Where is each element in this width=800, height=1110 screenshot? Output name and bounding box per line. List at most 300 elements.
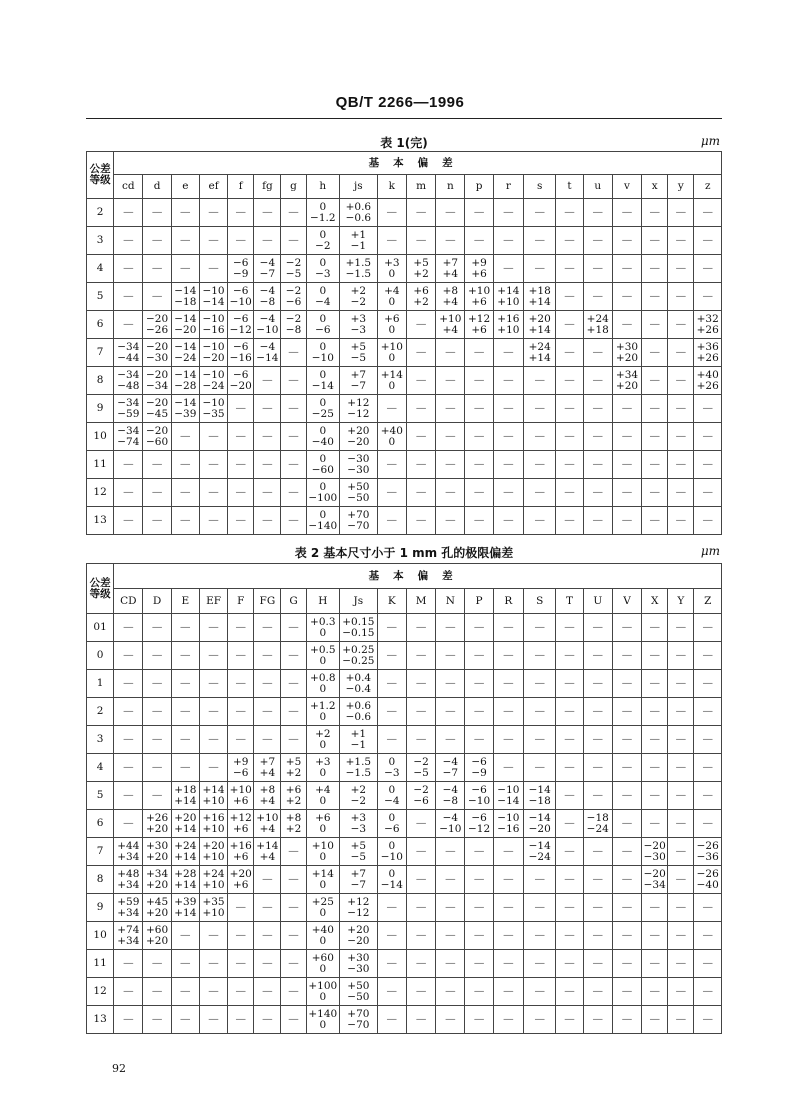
- table1-value-cell: —: [556, 451, 583, 479]
- table1-value-cell: —: [281, 199, 306, 227]
- table1-value-cell: —: [583, 283, 612, 311]
- table2-value-cell: —: [694, 894, 722, 922]
- table2-value-cell: —: [583, 838, 612, 866]
- table2-value-cell: —: [524, 726, 556, 754]
- table1-value-cell: —: [524, 451, 556, 479]
- table2-column-header: Y: [668, 589, 694, 614]
- table2-value-cell: —: [493, 670, 523, 698]
- deviation-value: −6: [315, 323, 331, 336]
- table1-value-cell: —: [281, 423, 306, 451]
- deviation-value: −0.25: [342, 654, 375, 667]
- table1-value-cell: [254, 283, 281, 311]
- deviation-value: +4: [315, 783, 331, 796]
- deviation-value: −14: [497, 794, 520, 807]
- table2-column-header: K: [377, 589, 406, 614]
- table1-value-cell: —: [668, 507, 694, 535]
- table1-column-header: n: [436, 175, 465, 199]
- deviation-value: +36: [696, 340, 719, 353]
- table2-value-cell: [143, 810, 171, 838]
- table2-value-cell: —: [612, 614, 641, 642]
- table2-value-cell: —: [556, 698, 583, 726]
- table1-value-cell: [612, 339, 641, 367]
- table2-value-cell: —: [171, 726, 199, 754]
- deviation-value: +20: [202, 839, 225, 852]
- table1-value-cell: —: [642, 479, 668, 507]
- deviation-value: +2: [315, 727, 331, 740]
- deviation-value: +10: [229, 783, 252, 796]
- table2-value-cell: —: [143, 978, 171, 1006]
- table2-value-cell: —: [612, 922, 641, 950]
- table1-value-cell: —: [171, 255, 199, 283]
- table1-value-cell: —: [465, 423, 493, 451]
- deviation-value: −20: [202, 351, 225, 364]
- deviation-value: −2: [285, 312, 302, 325]
- table1-value-cell: [524, 283, 556, 311]
- table2-value-cell: [340, 642, 378, 670]
- deviation-value: −35: [202, 407, 225, 420]
- table2-value-cell: —: [694, 642, 722, 670]
- deviation-value: −30: [347, 962, 370, 975]
- deviation-value: 0: [388, 379, 396, 392]
- table1-value-cell: —: [642, 339, 668, 367]
- deviation-value: 0: [319, 424, 327, 437]
- deviation-value: +10: [311, 839, 334, 852]
- table1-value-cell: [340, 367, 378, 395]
- deviation-value: −60: [311, 463, 334, 476]
- table2-value-cell: —: [493, 614, 523, 642]
- deviation-value: +6: [232, 794, 249, 807]
- table2-value-cell: —: [377, 978, 406, 1006]
- table1-value-cell: —: [493, 451, 523, 479]
- table2-grade-cell: 8: [87, 866, 114, 894]
- table2-value-cell: [254, 754, 281, 782]
- deviation-value: +1: [350, 727, 367, 740]
- table1-value-cell: —: [612, 255, 641, 283]
- table1-value-cell: [436, 255, 465, 283]
- deviation-value: −7: [350, 878, 367, 891]
- deviation-value: −5: [413, 766, 429, 779]
- deviation-value: 0: [319, 312, 327, 325]
- table1-value-cell: [254, 339, 281, 367]
- table1-value-cell: [143, 311, 171, 339]
- table2-value-cell: —: [436, 978, 465, 1006]
- deviation-value: 0: [319, 822, 327, 835]
- table1-value-cell: —: [694, 479, 722, 507]
- table2-value-cell: —: [612, 894, 641, 922]
- deviation-value: −20: [145, 312, 169, 325]
- table1-value-cell: [306, 283, 339, 311]
- table1-value-cell: —: [668, 367, 694, 395]
- table1-value-cell: [465, 255, 493, 283]
- deviation-value: −20: [347, 435, 370, 448]
- table1-value-cell: [228, 283, 254, 311]
- table2-value-cell: —: [377, 894, 406, 922]
- table2-value-cell: —: [281, 978, 306, 1006]
- table1-column-header: e: [171, 175, 199, 199]
- deviation-value: +24: [528, 340, 551, 353]
- table1-value-cell: —: [254, 395, 281, 423]
- table2-value-cell: —: [642, 810, 668, 838]
- table2-value-cell: —: [612, 866, 641, 894]
- deviation-value: +10: [497, 295, 520, 308]
- table2-value-cell: —: [436, 1006, 465, 1034]
- table2-value-cell: [340, 698, 378, 726]
- deviation-value: −12: [347, 407, 370, 420]
- table2-value-cell: —: [694, 950, 722, 978]
- table-row: [87, 255, 722, 283]
- table2-grade-cell: 6: [87, 810, 114, 838]
- table1-value-cell: —: [114, 479, 143, 507]
- table2-value-cell: —: [583, 614, 612, 642]
- table2-value-cell: —: [436, 950, 465, 978]
- table1-value-cell: —: [436, 479, 465, 507]
- deviation-value: 0: [319, 710, 327, 723]
- table1-value-cell: [114, 339, 143, 367]
- table2-value-cell: —: [114, 670, 143, 698]
- table2-value-cell: [254, 810, 281, 838]
- table1-column-header: k: [377, 175, 406, 199]
- deviation-value: −4: [259, 284, 276, 297]
- deviation-value: +3: [384, 256, 400, 269]
- deviation-value: −30: [145, 351, 169, 364]
- table1-value-cell: —: [612, 283, 641, 311]
- table1-grade-header-line: 等级: [89, 174, 111, 186]
- table2-value-cell: —: [254, 726, 281, 754]
- deviation-value: −44: [117, 351, 140, 364]
- deviation-value: −10: [202, 396, 225, 409]
- table2-value-cell: —: [583, 894, 612, 922]
- table2-value-cell: —: [583, 922, 612, 950]
- deviation-value: 0: [388, 351, 396, 364]
- table1-value-cell: [583, 311, 612, 339]
- table1-value-cell: —: [612, 479, 641, 507]
- table2-value-cell: [306, 1006, 339, 1034]
- deviation-value: +20: [145, 850, 169, 863]
- deviation-value: +1: [350, 228, 367, 241]
- table2-value-cell: [306, 642, 339, 670]
- deviation-value: −40: [696, 878, 719, 891]
- table1-value-cell: —: [524, 395, 556, 423]
- table2-value-cell: —: [143, 642, 171, 670]
- table2-column-header: G: [281, 589, 306, 614]
- deviation-value: −10: [468, 794, 491, 807]
- deviation-value: −10: [497, 811, 520, 824]
- deviation-value: −14: [528, 783, 551, 796]
- table1-column-header: f: [228, 175, 254, 199]
- deviation-value: +26: [145, 811, 169, 824]
- table1-value-cell: [306, 479, 339, 507]
- deviation-value: −24: [174, 351, 197, 364]
- table1-value-cell: —: [642, 283, 668, 311]
- deviation-value: +7: [442, 256, 459, 269]
- table1-value-cell: [340, 423, 378, 451]
- deviation-value: +1.2: [310, 699, 336, 712]
- deviation-value: −14: [311, 379, 334, 392]
- table2-value-cell: —: [524, 950, 556, 978]
- table1-value-cell: —: [556, 255, 583, 283]
- table1-column-header: js: [340, 175, 378, 199]
- deviation-value: −36: [696, 850, 719, 863]
- deviation-value: +4: [259, 766, 276, 779]
- table2-value-cell: [340, 754, 378, 782]
- table1-value-cell: [524, 311, 556, 339]
- deviation-value: +18: [586, 323, 609, 336]
- table2-value-cell: —: [642, 1006, 668, 1034]
- table1-value-cell: —: [228, 507, 254, 535]
- table1-value-cell: —: [436, 367, 465, 395]
- table2-value-cell: [377, 866, 406, 894]
- table1-value-cell: [694, 339, 722, 367]
- table2-column-header: F: [228, 589, 254, 614]
- deviation-value: +14: [311, 867, 334, 880]
- table2-value-cell: —: [556, 1006, 583, 1034]
- deviation-value: −6: [384, 822, 400, 835]
- table1-value-cell: —: [171, 227, 199, 255]
- deviation-value: −140: [308, 519, 338, 532]
- table2-value-cell: —: [406, 978, 435, 1006]
- table1-caption-bar: [86, 134, 722, 152]
- table-row: [87, 227, 722, 255]
- table2-value-cell: [642, 866, 668, 894]
- table2-value-cell: —: [642, 950, 668, 978]
- deviation-value: −6: [232, 284, 249, 297]
- deviation-value: +20: [347, 923, 370, 936]
- deviation-value: −20: [145, 340, 169, 353]
- table2-column-header: CD: [114, 589, 143, 614]
- table2-value-cell: —: [436, 670, 465, 698]
- deviation-value: −2: [413, 783, 429, 796]
- table2-value-cell: [340, 782, 378, 810]
- deviation-value: −14: [380, 878, 403, 891]
- deviation-value: −1.2: [310, 211, 336, 224]
- deviation-value: +6: [471, 267, 487, 280]
- table2-value-cell: —: [199, 670, 227, 698]
- table1-value-cell: [306, 227, 339, 255]
- table2-value-cell: —: [143, 614, 171, 642]
- deviation-value: +18: [528, 284, 551, 297]
- table1-value-cell: [281, 311, 306, 339]
- table1-value-cell: [694, 367, 722, 395]
- table2-value-cell: [524, 782, 556, 810]
- deviation-value: −30: [347, 452, 370, 465]
- table2-value-cell: [114, 894, 143, 922]
- table2-value-cell: —: [406, 894, 435, 922]
- table2-value-cell: —: [465, 698, 493, 726]
- table2-grade-cell: 0: [87, 642, 114, 670]
- table2-value-cell: —: [493, 978, 523, 1006]
- table2-value-cell: —: [493, 698, 523, 726]
- table1-value-cell: —: [612, 395, 641, 423]
- deviation-value: +10: [497, 323, 520, 336]
- deviation-value: −18: [586, 811, 609, 824]
- table1-value-cell: —: [377, 227, 406, 255]
- table2-value-cell: —: [524, 1006, 556, 1034]
- table2-value-cell: [114, 866, 143, 894]
- table-row: [87, 670, 722, 698]
- table1-value-cell: —: [524, 507, 556, 535]
- table1-value-cell: [340, 255, 378, 283]
- table2-value-cell: [642, 838, 668, 866]
- deviation-value: +48: [117, 867, 140, 880]
- table2-value-cell: —: [171, 670, 199, 698]
- deviation-value: −28: [174, 379, 197, 392]
- table1-value-cell: —: [465, 227, 493, 255]
- deviation-value: −5: [350, 351, 367, 364]
- table2-value-cell: —: [171, 698, 199, 726]
- table2-value-cell: —: [465, 1006, 493, 1034]
- deviation-value: +25: [311, 895, 334, 908]
- table1-column-header: d: [143, 175, 171, 199]
- table2-value-cell: —: [143, 726, 171, 754]
- deviation-value: −9: [471, 766, 487, 779]
- deviation-value: 0: [319, 962, 327, 975]
- deviation-value: −4: [315, 295, 331, 308]
- table2-value-cell: [493, 782, 523, 810]
- table1-value-cell: —: [171, 423, 199, 451]
- table2-value-cell: —: [377, 698, 406, 726]
- table2-value-cell: —: [114, 1006, 143, 1034]
- deviation-value: +24: [586, 312, 609, 325]
- deviation-value: +6: [315, 811, 331, 824]
- table2-value-cell: —: [642, 614, 668, 642]
- deviation-value: +14: [174, 822, 197, 835]
- table1-value-cell: —: [583, 255, 612, 283]
- table2-value-cell: —: [583, 978, 612, 1006]
- table2-value-cell: —: [668, 726, 694, 754]
- deviation-value: −20: [145, 368, 169, 381]
- table2-value-cell: —: [199, 950, 227, 978]
- deviation-value: +60: [145, 923, 169, 936]
- table2-value-cell: —: [524, 614, 556, 642]
- deviation-value: +14: [202, 783, 225, 796]
- deviation-value: −26: [696, 867, 719, 880]
- table2-value-cell: —: [114, 782, 143, 810]
- deviation-value: +14: [380, 368, 403, 381]
- table1-value-cell: [228, 255, 254, 283]
- table2-value-cell: —: [668, 1006, 694, 1034]
- deviation-value: −4: [384, 794, 400, 807]
- deviation-value: −14: [202, 295, 225, 308]
- table1-value-cell: —: [493, 199, 523, 227]
- table2-value-cell: [306, 922, 339, 950]
- deviation-value: −20: [347, 934, 370, 947]
- table2-grade-header: [87, 564, 114, 614]
- table1-value-cell: [143, 367, 171, 395]
- table2-value-cell: [143, 922, 171, 950]
- deviation-value: +4: [259, 794, 276, 807]
- table2-column-header: N: [436, 589, 465, 614]
- table1-value-cell: —: [694, 283, 722, 311]
- table1-value-cell: —: [612, 199, 641, 227]
- table2-value-cell: —: [465, 726, 493, 754]
- deviation-value: −2: [315, 239, 331, 252]
- table2-value-cell: —: [143, 950, 171, 978]
- table1-value-cell: —: [406, 451, 435, 479]
- table2-value-cell: —: [171, 950, 199, 978]
- deviation-value: 0: [319, 906, 327, 919]
- table2-value-cell: —: [642, 698, 668, 726]
- table1-value-cell: —: [436, 339, 465, 367]
- deviation-value: +20: [229, 867, 252, 880]
- table1-value-cell: —: [143, 479, 171, 507]
- table2-value-cell: —: [406, 810, 435, 838]
- table2-value-cell: —: [281, 922, 306, 950]
- table1-value-cell: —: [281, 227, 306, 255]
- table2-value-cell: [583, 810, 612, 838]
- table1-value-cell: —: [199, 199, 227, 227]
- deviation-value: +6: [471, 295, 487, 308]
- table1-value-cell: —: [171, 479, 199, 507]
- deviation-value: −40: [311, 435, 334, 448]
- table2-value-cell: —: [612, 726, 641, 754]
- deviation-value: +20: [145, 878, 169, 891]
- table1-value-cell: [228, 367, 254, 395]
- table2-value-cell: [306, 950, 339, 978]
- table2: [86, 563, 722, 1034]
- table2-value-cell: [436, 782, 465, 810]
- table1-column-header: v: [612, 175, 641, 199]
- table1-value-cell: —: [556, 283, 583, 311]
- table2-value-cell: —: [114, 698, 143, 726]
- table1-value-cell: [340, 283, 378, 311]
- table2-column-header: S: [524, 589, 556, 614]
- deviation-value: +7: [350, 867, 367, 880]
- table2-grade-cell: 4: [87, 754, 114, 782]
- deviation-value: −6: [232, 256, 249, 269]
- deviation-value: −0.6: [345, 710, 372, 723]
- table1-value-cell: [254, 255, 281, 283]
- table1-value-cell: [199, 339, 227, 367]
- table1-value-cell: [143, 423, 171, 451]
- deviation-value: +0.3: [310, 615, 336, 628]
- table1-value-cell: —: [114, 227, 143, 255]
- table2-value-cell: —: [143, 670, 171, 698]
- table2-value-cell: —: [694, 698, 722, 726]
- table2-column-header: EF: [199, 589, 227, 614]
- table2-grade-header-line: 公差: [89, 576, 111, 589]
- deviation-value: −5: [285, 267, 302, 280]
- table1-column-header: cd: [114, 175, 143, 199]
- table1-value-cell: —: [524, 227, 556, 255]
- table2-value-cell: —: [377, 922, 406, 950]
- deviation-value: +2: [413, 295, 429, 308]
- table1-value-cell: [340, 199, 378, 227]
- table2-value-cell: —: [612, 978, 641, 1006]
- table1-caption: 表 1(完): [380, 136, 428, 150]
- deviation-value: 0: [388, 267, 396, 280]
- deviation-value: +50: [347, 480, 370, 493]
- table2-value-cell: —: [642, 894, 668, 922]
- table1-value-cell: —: [493, 395, 523, 423]
- table1-grade-cell: 7: [87, 339, 114, 367]
- table2-value-cell: [171, 810, 199, 838]
- table2-value-cell: —: [254, 670, 281, 698]
- deviation-value: 0: [319, 766, 327, 779]
- table1-value-cell: —: [694, 507, 722, 535]
- table2-column-header: V: [612, 589, 641, 614]
- table2-value-cell: —: [171, 1006, 199, 1034]
- deviation-value: +14: [174, 794, 197, 807]
- table-row: [87, 950, 722, 978]
- deviation-value: −6: [232, 312, 249, 325]
- table2-value-cell: [436, 754, 465, 782]
- deviation-value: −16: [202, 323, 225, 336]
- table2-value-cell: —: [612, 782, 641, 810]
- deviation-value: +0.15: [342, 615, 375, 628]
- deviation-value: +1.5: [345, 256, 372, 269]
- table2-value-cell: —: [228, 614, 254, 642]
- table2-value-cell: —: [281, 726, 306, 754]
